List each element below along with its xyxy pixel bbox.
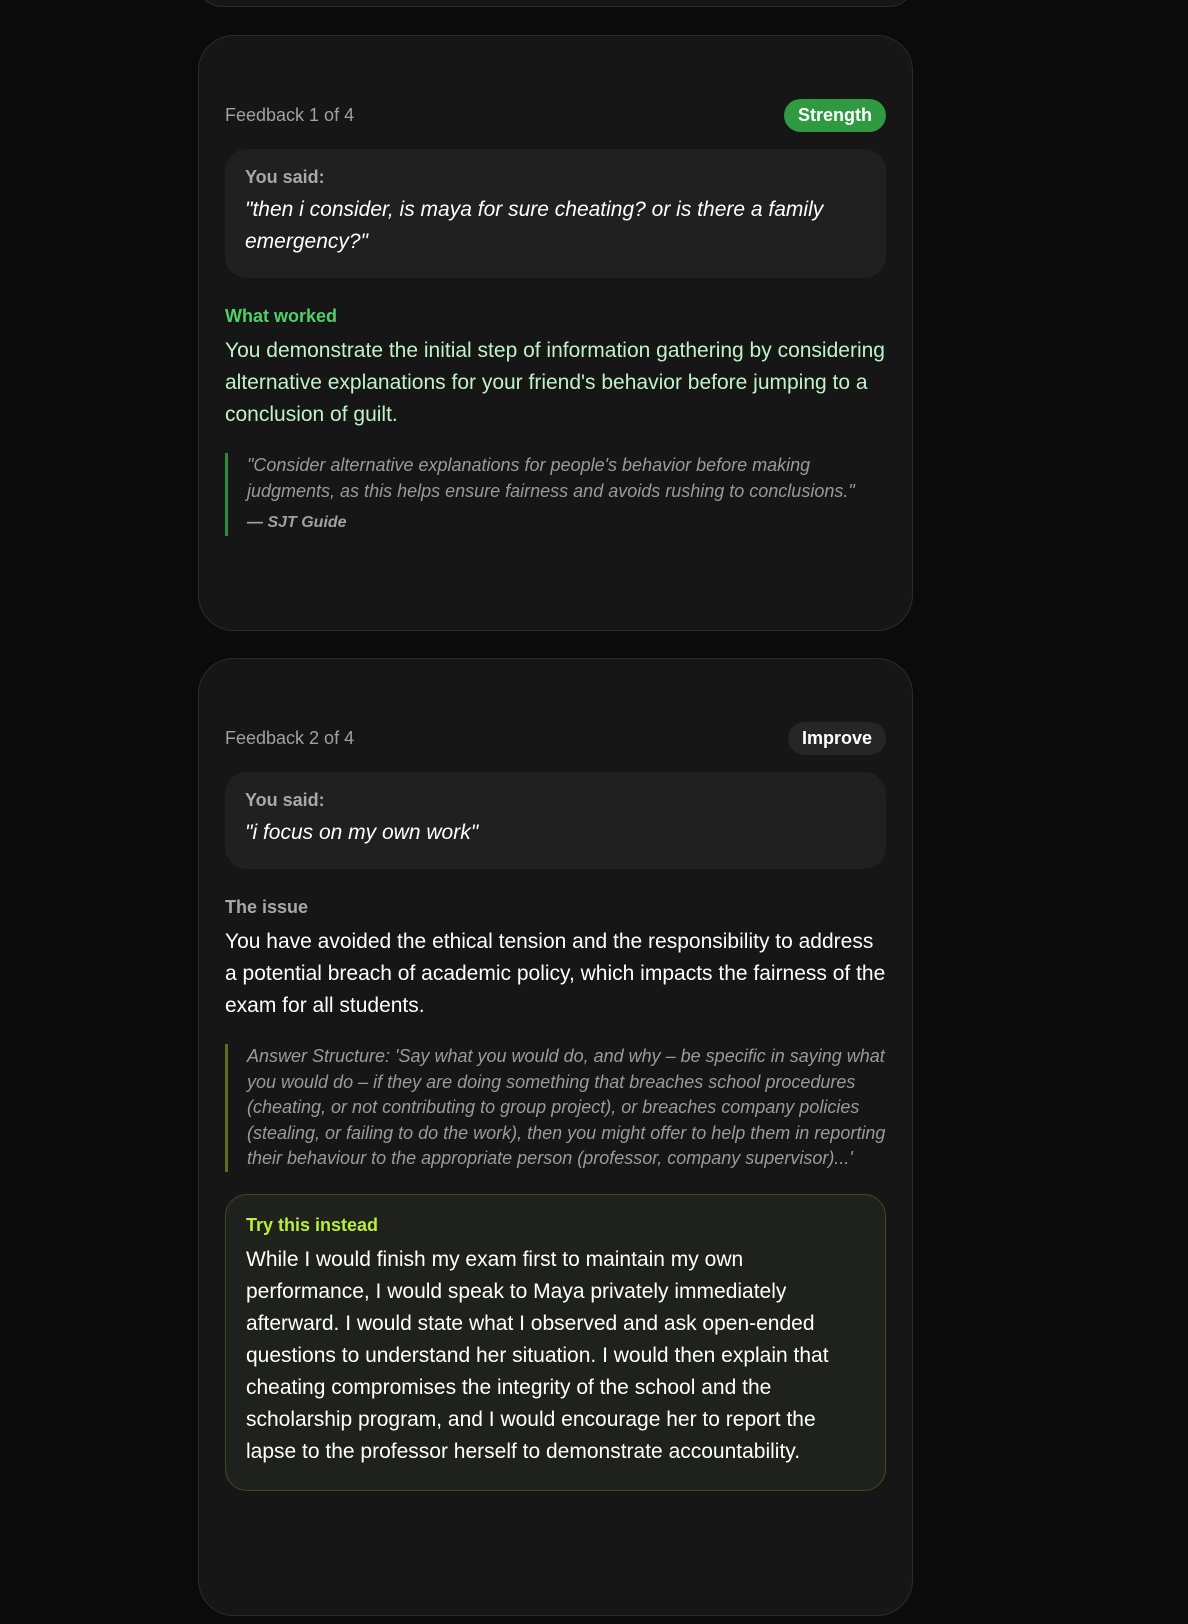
what-worked-label: What worked [225, 306, 338, 326]
you-said-label: You said: [245, 790, 325, 810]
guide-quote [225, 453, 886, 536]
feedback-header [225, 721, 886, 755]
issue-text: You have avoided the ethical tension and the responsibility to address a potential breach of academic policy, which impacts the fairness of the exam for all students. [225, 930, 886, 1017]
try-text: While I would finish my exam first to maintain my own performance, I would speak to Maya privately immediately afterward. I would state what I observed and ask open-ended questions to understand her situation. I would then explain that cheating compromises the integrity of the school and the scholarship program, and I would encourage her to report the lapse to the professor herself to demonstrate accountability. [246, 1247, 829, 1463]
quote-text: Answer Structure: 'Say what you would do, and why – be specific in saying what you would do – if they are doing something that breaches school procedures (cheating, or not contributing to group project), or breaches company policies (stealing, or failing to do the work), then you might offer to help them in reporting their behaviour to the appropriate person (professor, company supervisor)...' [247, 1046, 886, 1168]
feedback-counter: Feedback 1 of 4 [225, 104, 355, 125]
strength-badge: Strength [784, 99, 886, 132]
feedback-card-2 [198, 658, 913, 1616]
you-said-box [225, 149, 886, 278]
feedback-counter: Feedback 2 of 4 [225, 727, 355, 748]
you-said-text: "then i consider, is maya for sure cheating? or is there a family emergency?" [245, 198, 824, 253]
try-label: Try this instead [246, 1214, 379, 1235]
quote-text: "Consider alternative explanations for people's behavior before making judgments, as this helps ensure fairness and avoids rushing to conclusions." [247, 455, 855, 501]
try-this-instead-box [225, 1194, 886, 1491]
quote-source: — SJT Guide [247, 514, 347, 531]
feedback-card-1 [198, 35, 913, 631]
improve-badge: Improve [788, 722, 886, 755]
you-said-text: "i focus on my own work" [245, 821, 479, 844]
you-said-label: You said: [245, 167, 325, 187]
previous-card [198, 0, 913, 7]
answer-structure-quote [225, 1044, 886, 1172]
feedback-header [225, 98, 886, 132]
what-worked-text: You demonstrate the initial step of information gathering by considering alternative explanations for your friend's behavior before jumping to a conclusion of guilt. [225, 339, 885, 426]
you-said-box [225, 772, 886, 869]
issue-label: The issue [225, 897, 309, 917]
